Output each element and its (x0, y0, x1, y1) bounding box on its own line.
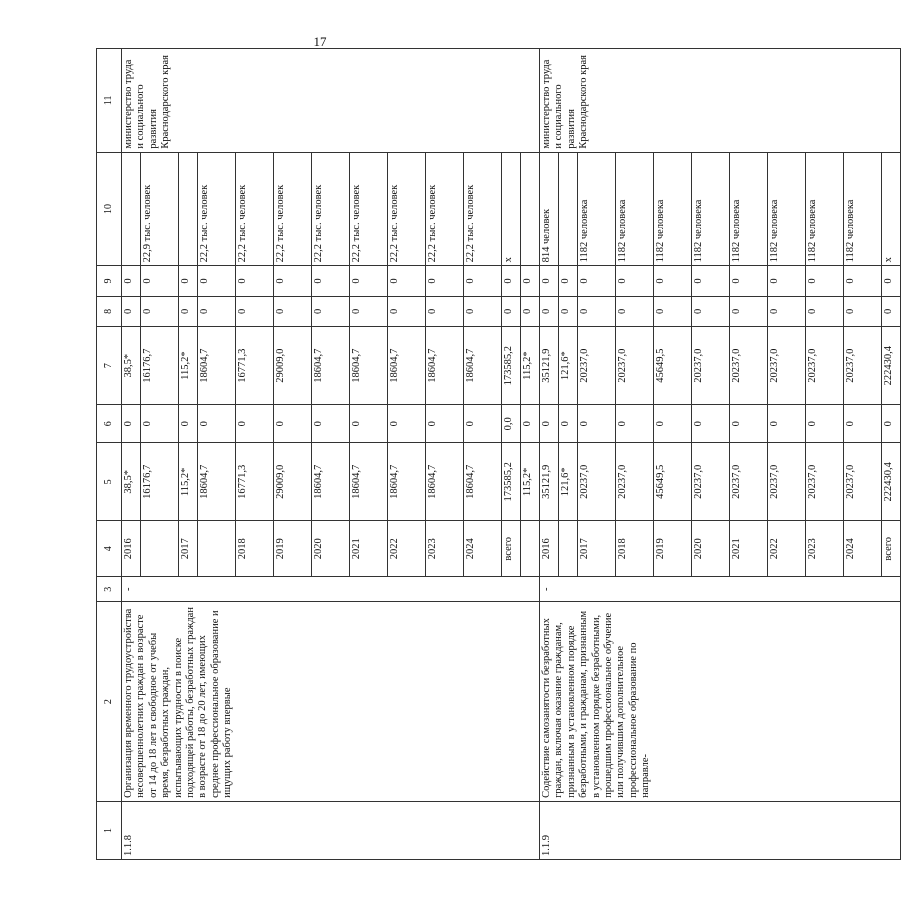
program-table (96, 48, 901, 860)
total-amount-cell: 20237,0 (768, 443, 806, 521)
result-cell: 22,2 тыс. человек (426, 152, 464, 266)
item-description: Содействие самозанятости безработных граждан, включая оказание гражданам, признанным в установленном порядке безработными, и гражданам, признанным в установленном порядке безработными, прошедшим профессиональное обучение или получившим дополнительное профессиональное образование по направле- (540, 602, 901, 802)
year-cell: 2018 (236, 521, 274, 577)
federal-amount-cell: 0 (274, 405, 312, 443)
total-amount-cell: 115,2* (179, 443, 198, 521)
local-amount-cell: 0 (844, 296, 882, 326)
total-amount-cell: 173585,2 (502, 443, 521, 521)
regional-amount-cell: 121,6* (559, 326, 578, 404)
year-cell: 2018 (616, 521, 654, 577)
regional-amount-cell: 115,2* (521, 326, 540, 404)
federal-amount-cell: 0,0 (502, 405, 521, 443)
header-col-2: 2 (97, 602, 122, 802)
page-number: 17 (313, 34, 327, 49)
local-amount-cell: 0 (692, 296, 730, 326)
local-amount-cell: 0 (179, 296, 198, 326)
item-number: 1.1.8 (122, 801, 540, 859)
result-cell: 1182 человека (654, 152, 692, 266)
local-amount-cell: 0 (616, 296, 654, 326)
federal-amount-cell: 0 (236, 405, 274, 443)
total-amount-cell: 20237,0 (730, 443, 768, 521)
other-amount-cell: 0 (768, 266, 806, 296)
header-col-8: 8 (97, 296, 122, 326)
table-body (97, 49, 901, 860)
result-cell: 22,2 тыс. человек (464, 152, 502, 266)
result-cell (179, 152, 198, 266)
regional-amount-cell: 20237,0 (844, 326, 882, 404)
result-cell: х (882, 152, 901, 266)
result-cell: 22,2 тыс. человек (236, 152, 274, 266)
regional-amount-cell: 20237,0 (616, 326, 654, 404)
year-cell: 2023 (426, 521, 464, 577)
total-amount-cell: 121,6* (559, 443, 578, 521)
result-cell: 22,2 тыс. человек (274, 152, 312, 266)
regional-amount-cell: 20237,0 (730, 326, 768, 404)
header-row (97, 49, 122, 860)
regional-amount-cell: 173585,2 (502, 326, 521, 404)
other-amount-cell: 0 (350, 266, 388, 296)
federal-amount-cell: 0 (806, 405, 844, 443)
regional-amount-cell: 18604,7 (350, 326, 388, 404)
local-amount-cell: 0 (198, 296, 236, 326)
federal-amount-cell: 0 (578, 405, 616, 443)
federal-amount-cell: 0 (730, 405, 768, 443)
other-amount-cell: 0 (198, 266, 236, 296)
local-amount-cell: 0 (122, 296, 141, 326)
regional-amount-cell: 16771,3 (236, 326, 274, 404)
other-amount-cell: 0 (179, 266, 198, 296)
header-col-6: 6 (97, 405, 122, 443)
local-amount-cell: 0 (388, 296, 426, 326)
other-amount-cell: 0 (122, 266, 141, 296)
year-cell: всего (882, 521, 901, 577)
year-cell (559, 521, 578, 577)
local-amount-cell: 0 (464, 296, 502, 326)
other-amount-cell: 0 (141, 266, 179, 296)
local-amount-cell: 0 (426, 296, 464, 326)
local-amount-cell: 0 (578, 296, 616, 326)
result-cell: 1182 человека (806, 152, 844, 266)
total-amount-cell: 45649,5 (654, 443, 692, 521)
year-cell: 2016 (122, 521, 141, 577)
year-cell (198, 521, 236, 577)
item-description: Организация временного трудоустройства несовершеннолетних граждан в возрасте от 14 до 18 лет в свободное от учебы время, безработных граждан, испытывающих трудности в поиске подходящей работы, безработных граждан в возрасте от 18 до 20 лет, имеющих среднее профессиональное образование и ищущих работу впервые (122, 602, 540, 802)
other-amount-cell: 0 (882, 266, 901, 296)
federal-amount-cell: 0 (388, 405, 426, 443)
year-cell: всего (502, 521, 521, 577)
table-row (540, 49, 559, 860)
total-amount-cell: 38,5* (122, 443, 141, 521)
header-col-9: 9 (97, 266, 122, 296)
federal-amount-cell: 0 (882, 405, 901, 443)
year-cell: 2024 (844, 521, 882, 577)
regional-amount-cell: 18604,7 (312, 326, 350, 404)
local-amount-cell: 0 (768, 296, 806, 326)
year-cell: 2017 (179, 521, 198, 577)
result-cell (521, 152, 540, 266)
year-cell: 2021 (350, 521, 388, 577)
regional-amount-cell: 222430,4 (882, 326, 901, 404)
item-col3: - (122, 577, 540, 602)
other-amount-cell: 0 (578, 266, 616, 296)
federal-amount-cell: 0 (464, 405, 502, 443)
other-amount-cell: 0 (806, 266, 844, 296)
local-amount-cell: 0 (559, 296, 578, 326)
other-amount-cell: 0 (559, 266, 578, 296)
regional-amount-cell: 18604,7 (198, 326, 236, 404)
other-amount-cell: 0 (521, 266, 540, 296)
other-amount-cell: 0 (616, 266, 654, 296)
regional-amount-cell: 38,5* (122, 326, 141, 404)
year-cell: 2020 (312, 521, 350, 577)
result-cell: 1182 человека (578, 152, 616, 266)
other-amount-cell: 0 (236, 266, 274, 296)
header-col-11: 11 (97, 49, 122, 153)
federal-amount-cell: 0 (768, 405, 806, 443)
header-col-5: 5 (97, 443, 122, 521)
local-amount-cell: 0 (521, 296, 540, 326)
federal-amount-cell: 0 (179, 405, 198, 443)
total-amount-cell: 18604,7 (312, 443, 350, 521)
year-cell (521, 521, 540, 577)
executor-cell: министерство труда и социального развития Краснодарского края (540, 49, 901, 153)
regional-amount-cell: 115,2* (179, 326, 198, 404)
total-amount-cell: 16771,3 (236, 443, 274, 521)
year-cell: 2024 (464, 521, 502, 577)
other-amount-cell: 0 (730, 266, 768, 296)
regional-amount-cell: 20237,0 (578, 326, 616, 404)
result-cell: 22,2 тыс. человек (198, 152, 236, 266)
regional-amount-cell: 45649,5 (654, 326, 692, 404)
federal-amount-cell: 0 (616, 405, 654, 443)
result-cell: 22,2 тыс. человек (312, 152, 350, 266)
result-cell: 1182 человека (768, 152, 806, 266)
other-amount-cell: 0 (654, 266, 692, 296)
total-amount-cell: 20237,0 (806, 443, 844, 521)
federal-amount-cell: 0 (521, 405, 540, 443)
other-amount-cell: 0 (502, 266, 521, 296)
total-amount-cell: 20237,0 (844, 443, 882, 521)
other-amount-cell: 0 (312, 266, 350, 296)
other-amount-cell: 0 (426, 266, 464, 296)
total-amount-cell: 29009,0 (274, 443, 312, 521)
federal-amount-cell: 0 (692, 405, 730, 443)
local-amount-cell: 0 (882, 296, 901, 326)
total-amount-cell: 20237,0 (616, 443, 654, 521)
other-amount-cell: 0 (844, 266, 882, 296)
federal-amount-cell: 0 (122, 405, 141, 443)
year-cell: 2022 (768, 521, 806, 577)
result-cell: 1182 человека (730, 152, 768, 266)
regional-amount-cell: 29009,0 (274, 326, 312, 404)
other-amount-cell: 0 (540, 266, 559, 296)
year-cell: 2021 (730, 521, 768, 577)
other-amount-cell: 0 (692, 266, 730, 296)
local-amount-cell: 0 (540, 296, 559, 326)
result-cell: 22,9 тыс. человек (141, 152, 179, 266)
header-col-4: 4 (97, 521, 122, 577)
local-amount-cell: 0 (502, 296, 521, 326)
total-amount-cell: 20237,0 (692, 443, 730, 521)
total-amount-cell: 18604,7 (198, 443, 236, 521)
item-col3: - (540, 577, 901, 602)
result-cell (559, 152, 578, 266)
regional-amount-cell: 20237,0 (806, 326, 844, 404)
federal-amount-cell: 0 (350, 405, 388, 443)
total-amount-cell: 18604,7 (426, 443, 464, 521)
result-cell: 22,2 тыс. человек (388, 152, 426, 266)
year-cell: 2020 (692, 521, 730, 577)
local-amount-cell: 0 (236, 296, 274, 326)
result-cell: 1182 человека (616, 152, 654, 266)
rotated-table-container (96, 48, 894, 860)
year-cell: 2023 (806, 521, 844, 577)
year-cell: 2019 (274, 521, 312, 577)
result-cell: 814 человек (540, 152, 559, 266)
year-cell: 2022 (388, 521, 426, 577)
result-cell: 1182 человека (844, 152, 882, 266)
result-cell: 1182 человека (692, 152, 730, 266)
federal-amount-cell: 0 (654, 405, 692, 443)
other-amount-cell: 0 (274, 266, 312, 296)
total-amount-cell: 18604,7 (388, 443, 426, 521)
result-cell (122, 152, 141, 266)
header-col-7: 7 (97, 326, 122, 404)
other-amount-cell: 0 (464, 266, 502, 296)
header-col-1: 1 (97, 801, 122, 859)
result-cell: 22,2 тыс. человек (350, 152, 388, 266)
regional-amount-cell: 20237,0 (692, 326, 730, 404)
year-cell (141, 521, 179, 577)
local-amount-cell: 0 (350, 296, 388, 326)
total-amount-cell: 115,2* (521, 443, 540, 521)
local-amount-cell: 0 (806, 296, 844, 326)
total-amount-cell: 16176,7 (141, 443, 179, 521)
federal-amount-cell: 0 (198, 405, 236, 443)
regional-amount-cell: 16176,7 (141, 326, 179, 404)
local-amount-cell: 0 (141, 296, 179, 326)
executor-cell: министерство труда и социального развития Краснодарского края (122, 49, 540, 153)
federal-amount-cell: 0 (312, 405, 350, 443)
federal-amount-cell: 0 (559, 405, 578, 443)
total-amount-cell: 20237,0 (578, 443, 616, 521)
item-number: 1.1.9 (540, 801, 901, 859)
federal-amount-cell: 0 (540, 405, 559, 443)
regional-amount-cell: 20237,0 (768, 326, 806, 404)
regional-amount-cell: 35121,9 (540, 326, 559, 404)
total-amount-cell: 35121,9 (540, 443, 559, 521)
local-amount-cell: 0 (730, 296, 768, 326)
year-cell: 2016 (540, 521, 559, 577)
table-row (122, 49, 141, 860)
regional-amount-cell: 18604,7 (464, 326, 502, 404)
total-amount-cell: 222430,4 (882, 443, 901, 521)
federal-amount-cell: 0 (141, 405, 179, 443)
year-cell: 2019 (654, 521, 692, 577)
regional-amount-cell: 18604,7 (388, 326, 426, 404)
result-cell: х (502, 152, 521, 266)
total-amount-cell: 18604,7 (464, 443, 502, 521)
federal-amount-cell: 0 (844, 405, 882, 443)
local-amount-cell: 0 (654, 296, 692, 326)
other-amount-cell: 0 (388, 266, 426, 296)
header-col-10: 10 (97, 152, 122, 266)
regional-amount-cell: 18604,7 (426, 326, 464, 404)
local-amount-cell: 0 (274, 296, 312, 326)
federal-amount-cell: 0 (426, 405, 464, 443)
total-amount-cell: 18604,7 (350, 443, 388, 521)
header-col-3: 3 (97, 577, 122, 602)
local-amount-cell: 0 (312, 296, 350, 326)
year-cell: 2017 (578, 521, 616, 577)
